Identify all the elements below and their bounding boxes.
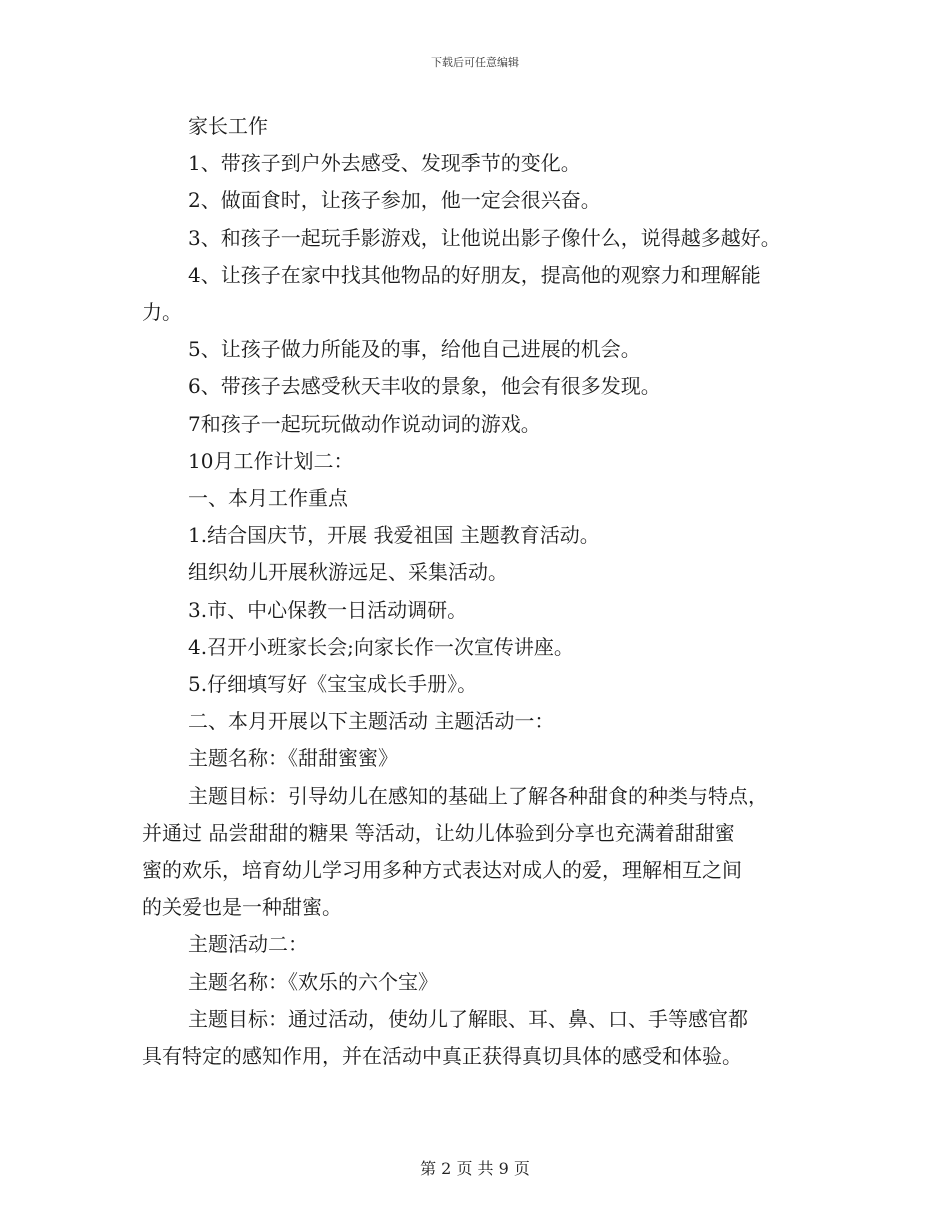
text-line: 4.召开小班家长会;向家长作一次宣传讲座。 [188, 634, 574, 659]
text-line: 1、带孩子到户外去感受、发现季节的变化。 [188, 151, 581, 176]
text-line: 1.结合国庆节，开展 我爱祖国 主题教育活动。 [188, 523, 600, 548]
text-line: 一、本月工作重点 [188, 486, 348, 511]
page-number: 第 2 页 共 9 页 [420, 1159, 530, 1178]
text-line: 力。 [142, 300, 182, 325]
text-line: 5、让孩子做力所能及的事，给他自己进展的机会。 [188, 337, 641, 362]
text-line: 3.市、中心保教一日活动调研。 [188, 597, 468, 622]
text-line: 主题名称：《甜甜蜜蜜》 [188, 746, 398, 771]
text-line: 主题目标：引导幼儿在感知的基础上了解各种甜食的种类与特点， [188, 783, 768, 808]
text-line: 主题名称：《欢乐的六个宝》 [188, 969, 438, 994]
text-line: 的关爱也是一种甜蜜。 [142, 895, 342, 920]
text-line: 具有特定的感知作用，并在活动中真正获得真切具体的感受和体验。 [142, 1044, 742, 1069]
document-body [142, 108, 822, 1075]
text-line: 蜜的欢乐，培育幼儿学习用多种方式表达对成人的爱，理解相互之间 [142, 858, 742, 883]
text-line: 5.仔细填写好《宝宝成长手册》。 [188, 672, 478, 697]
text-line: 4、让孩子在家中找其他物品的好朋友，提高他的观察力和理解能 [188, 262, 761, 287]
text-line: 2、做面食时，让孩子参加，他一定会很兴奋。 [188, 188, 601, 213]
text-line: 7和孩子一起玩玩做动作说动词的游戏。 [188, 411, 541, 436]
text-line: 10月工作计划二： [188, 448, 354, 473]
text-line: 组织幼儿开展秋游远足、采集活动。 [188, 560, 508, 585]
text-line: 家长工作 [188, 114, 268, 138]
text-line: 主题活动二： [188, 932, 308, 957]
text-line: 3、和孩子一起玩手影游戏，让他说出影子像什么，说得越多越好。 [188, 225, 781, 250]
text-line: 并通过 品尝甜甜的糖果 等活动，让幼儿体验到分享也充满着甜甜蜜 [142, 820, 735, 845]
text-line: 6、带孩子去感受秋天丰收的景象，他会有很多发现。 [188, 374, 661, 399]
text-line: 主题目标：通过活动，使幼儿了解眼、耳、鼻、口、手等感官都 [188, 1006, 748, 1031]
page-header: 下载后可任意编辑 [431, 56, 519, 69]
text-line: 二、本月开展以下主题活动 主题活动一： [188, 709, 555, 734]
